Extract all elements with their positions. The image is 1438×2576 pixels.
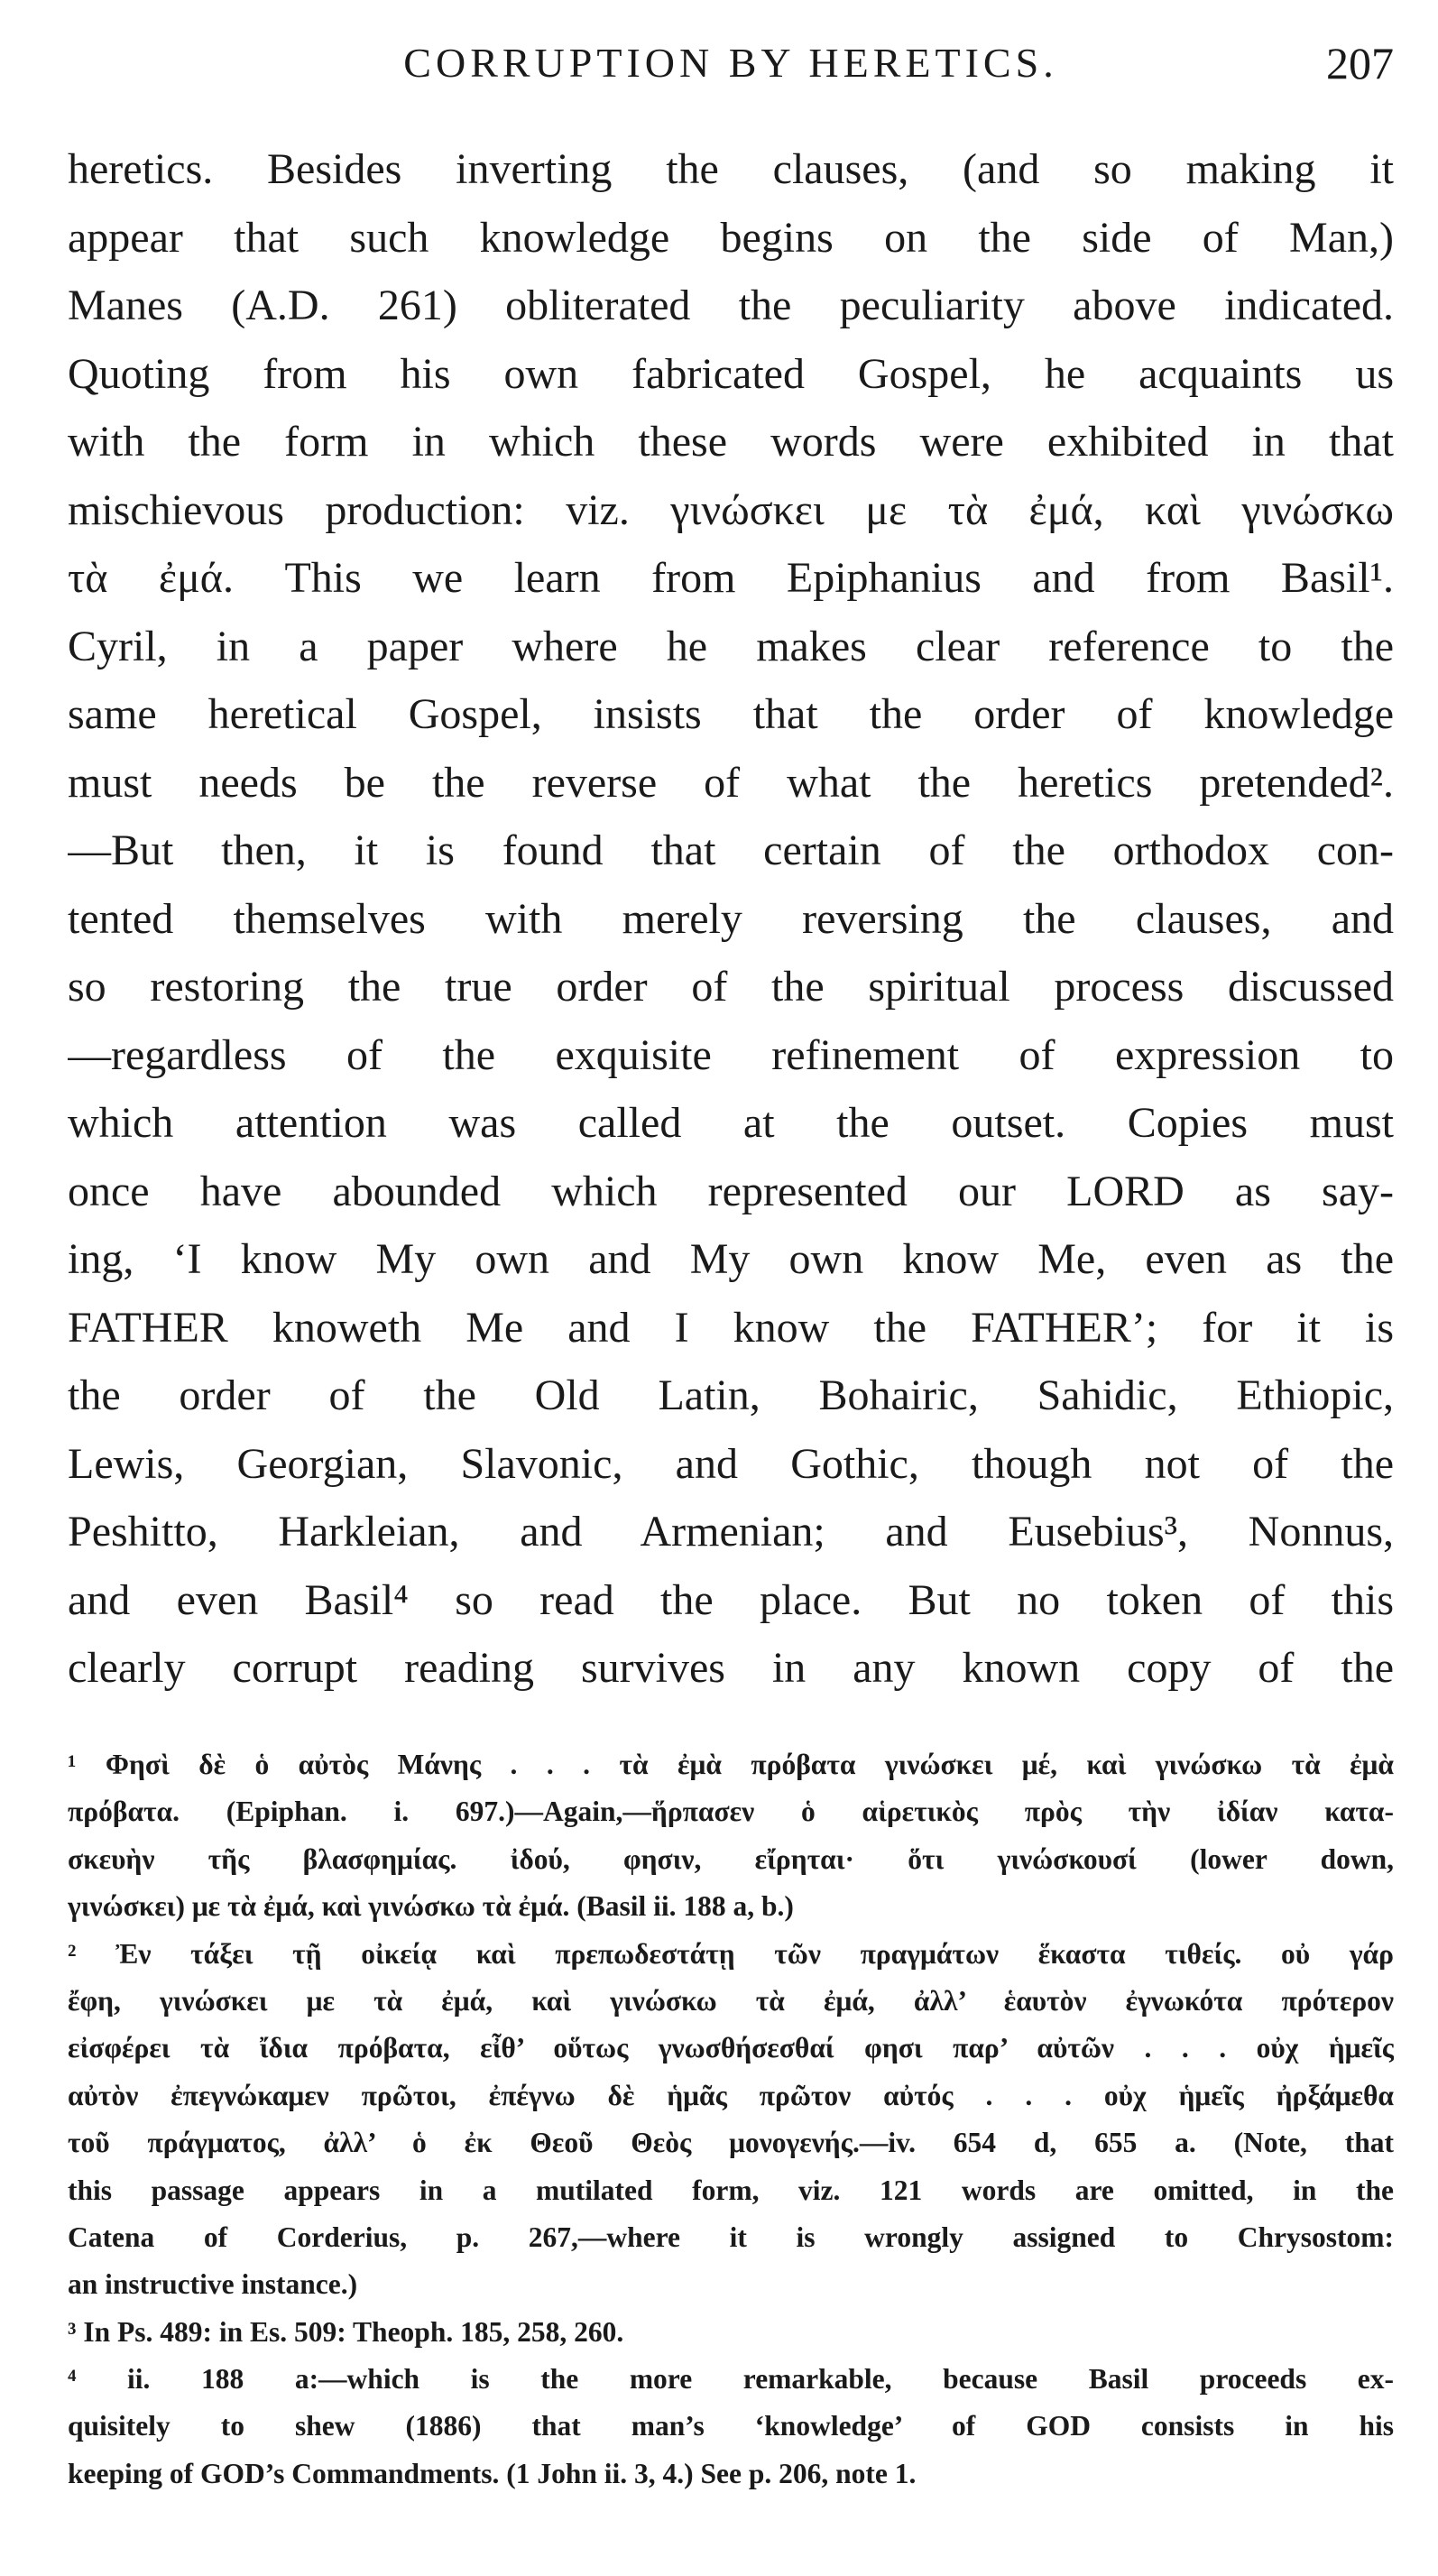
body-line: FATHER knoweth Me and I know the FATHER’; for it is	[68, 1303, 1394, 1352]
footnote-line: keeping of GOD’s Commandments. (1 John ii. 3, 4.) See p. 206, note 1.	[68, 2457, 917, 2489]
footnote-line: ἔφη, γινώσκει με τὰ ἐμά, καὶ γινώσκω τὰ ἐμά, ἀλλ’ ἑαυτὸν ἐγνωκότα πρότερον	[68, 1984, 1394, 2017]
footnote-line: an instructive instance.)	[68, 2268, 358, 2301]
body-line: must needs be the reverse of what the heretics pretended².	[68, 758, 1394, 807]
body-line: Cyril, in a paper where he makes clear reference to the	[68, 622, 1394, 670]
footnote-line: εἰσφέρει τὰ ἴδια πρόβατα, εἶθ’ οὕτως γνωσθήσεσθαί φησι παρ’ αὐτῶν . . . οὐχ ἡμεῖς	[68, 2032, 1394, 2064]
body-line: Quoting from his own fabricated Gospel, he acquaints us	[68, 349, 1394, 398]
body-text	[68, 135, 1394, 1703]
footnote-line: quisitely to shew (1886) that man’s ‘knowledge’ of GOD consists in his	[68, 2410, 1394, 2442]
body-line: appear that such knowledge begins on the side of Man,)	[68, 213, 1394, 262]
footnote-line: ¹ Φησὶ δὲ ὁ αὐτὸς Μάνης . . . τὰ ἐμὰ πρόβατα γινώσκει μέ, καὶ γινώσκω τὰ ἐμὰ	[68, 1749, 1394, 1780]
footnote-line: ⁴ ii. 188 a:—which is the more remarkable, because Basil proceeds ex-	[68, 2363, 1394, 2396]
footnote-line: ³ In Ps. 489: in Es. 509: Theoph. 185, 258, 260.	[68, 2315, 624, 2348]
footnote-line: σκευὴν τῆς βλασφημίας. ἰδού, φησιν, εἴρηται· ὅτι γινώσκουσί (lower down,	[68, 1842, 1394, 1875]
body-line: mischievous production: viz. γινώσκει με τὰ ἐμά, καὶ γινώσκω	[68, 485, 1394, 534]
footnotes	[68, 1741, 1394, 2498]
footnote-line: τοῦ πράγματος, ἀλλ’ ὁ ἐκ Θεοῦ Θεὸς μονογενής.—iv. 654 d, 655 a. (Note, that	[68, 2127, 1394, 2159]
body-line: once have abounded which represented our LORD as say-	[68, 1167, 1394, 1215]
body-line: ing, ‘I know My own and My own know Me, even as the	[68, 1235, 1394, 1283]
body-line: and even Basil⁴ so read the place. But no token of this	[68, 1575, 1394, 1624]
body-line: the order of the Old Latin, Bohairic, Sahidic, Ethiopic,	[68, 1371, 1394, 1419]
page-header	[68, 36, 1394, 90]
body-line: with the form in which these words were exhibited in that	[68, 418, 1394, 466]
body-line: tented themselves with merely reversing the clauses, and	[68, 894, 1394, 943]
footnote-line: αὐτὸν ἐπεγνώκαμεν πρῶτοι, ἐπέγνω δὲ ἡμᾶς πρῶτον αὐτός . . . οὐχ ἡμεῖς ἠρξάμεθα	[68, 2079, 1394, 2111]
body-line: which attention was called at the outset. Copies must	[68, 1099, 1394, 1147]
body-line: Peshitto, Harkleian, and Armenian; and Eusebius³, Nonnus,	[68, 1508, 1394, 1556]
footnote-line: γινώσκει) με τὰ ἐμά, καὶ γινώσκω τὰ ἐμά. (Basil ii. 188 a, b.)	[68, 1890, 794, 1923]
footnote-line: πρόβατα. (Epiphan. i. 697.)—Again,—ἥρπασεν ὁ αἱρετικὸς πρὸς τὴν ἰδίαν κατα-	[68, 1796, 1394, 1828]
body-line: —regardless of the exquisite refinement of expression to	[68, 1030, 1394, 1079]
page-number: 207	[1326, 38, 1394, 88]
footnote-line: ² Ἐν τάξει τῇ οἰκείᾳ καὶ πρεπωδεστάτῃ τῶν πραγμάτων ἕκαστα τιθείς. οὐ γάρ	[68, 1937, 1394, 1970]
body-line: τὰ ἐμά. This we learn from Epiphanius and from Basil¹.	[68, 554, 1394, 602]
running-title: CORRUPTION BY HERETICS.	[403, 40, 1058, 86]
body-line: same heretical Gospel, insists that the order of knowledge	[68, 690, 1394, 738]
body-line: clearly corrupt reading survives in any known copy of the	[68, 1644, 1394, 1692]
body-line: Lewis, Georgian, Slavonic, and Gothic, though not of the	[68, 1439, 1394, 1488]
footnote-line: this passage appears in a mutilated form, viz. 121 words are omitted, in the	[68, 2174, 1394, 2206]
body-line: so restoring the true order of the spiritual process discussed	[68, 963, 1394, 1011]
body-line: Manes (A.D. 261) obliterated the peculiarity above indicated.	[68, 282, 1394, 329]
body-line: heretics. Besides inverting the clauses, (and so making it	[68, 145, 1394, 193]
footnote-line: Catena of Corderius, p. 267,—where it is wrongly assigned to Chrysostom:	[68, 2221, 1394, 2253]
body-line: —But then, it is found that certain of the orthodox con-	[68, 826, 1394, 874]
